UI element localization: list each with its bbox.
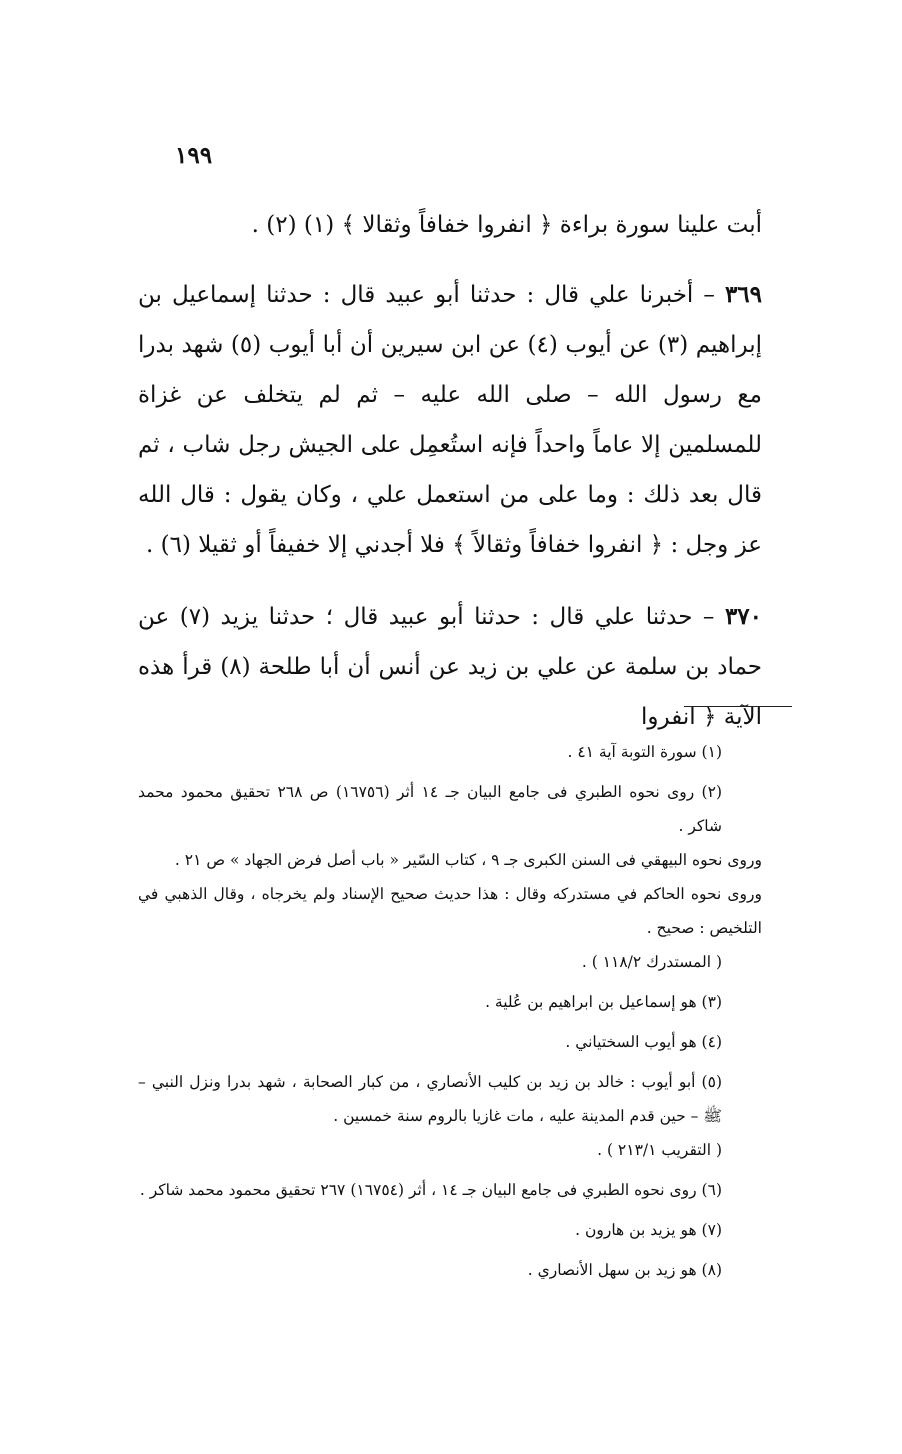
footnote-8: (٨) هو زيد بن سهل الأنصاري . <box>527 1261 722 1279</box>
hadith-number: ٣٦٩ <box>724 281 762 308</box>
footnote-5-reference: ( التقريب ٢١٣/١ ) . <box>597 1141 722 1159</box>
footnote-6: (٦) روى نحوه الطبري فى جامع البيان جـ ١٤ ، أثر (١٦٧٥٤) ٢٦٧ تحقيق محمود محمد شاكر . <box>139 1181 722 1199</box>
footnote-separator <box>684 706 792 707</box>
footnote-1: (١) سورة التوبة آية ٤١ . <box>567 743 722 761</box>
hadith-number: ٣٧٠ <box>724 603 762 630</box>
footnote-2: (٢) روى نحوه الطبري فى جامع البيان جـ ١٤ أثر (١٦٧٥٦) ص ٢٦٨ تحقيق محمود محمد شاكر . <box>138 783 723 835</box>
footnote-4: (٤) هو أيوب السختياني . <box>565 1033 722 1051</box>
opening-line: أبت علينا سورة براءة ﴿ انفروا خفافاً وثقالا ﴾ (١) (٢) . <box>251 212 762 238</box>
footnote-2-continuation: وروى نحوه الحاكم في مستدركه وقال : هذا حديث صحيح الإسناد ولم يخرجاه ، وقال الذهبي في التلخيص : صحيح . <box>138 885 762 937</box>
footnote-5: (٥) أبو أيوب : خالد بن زيد بن كليب الأنصاري ، من كبار الصحابة ، شهد بدرا ونزل النبي – ﷺ – حين قدم المدينة عليه ، مات غازيا بالروم سنة خمسين . <box>138 1073 722 1125</box>
main-text <box>138 200 762 764</box>
page-number: ١٩٩ <box>175 142 213 169</box>
footnote-2-reference: ( المستدرك ١١٨/٢ ) . <box>581 953 722 971</box>
footnotes <box>138 735 762 1293</box>
hadith-text: – حدثنا علي قال : حدثنا أبو عبيد قال ؛ حدثنا يزيد (٧) عن حماد بن سلمة عن علي بن زيد عن أنس أن أبا طلحة (٨) قرأ هذه الآية ﴿ انفروا <box>138 604 762 730</box>
hadith-paragraph <box>138 592 762 742</box>
footnote-3: (٣) هو إسماعيل بن ابراهيم بن عُلية . <box>485 993 722 1011</box>
footnote-7: (٧) هو يزيد بن هارون . <box>575 1221 722 1239</box>
hadith-paragraph <box>138 270 762 570</box>
footnote-2-continuation: وروى نحوه البيهقي فى السنن الكبرى جـ ٩ ، كتاب السّير « باب أصل فرض الجهاد » ص ٢١ . <box>174 851 762 869</box>
hadith-text: – أخبرنا علي قال : حدثنا أبو عبيد قال : حدثنا إسماعيل بن إبراهيم (٣) عن أيوب (٤) عن ابن سيرين أن أبا أيوب (٥) شهد بدرا مع رسول الله – صلى الله عليه – ثم لم يتخلف عن غزاة للمسلمين إلا عاماً واحداً فإنه استُعمِل على الجيش رجل شاب ، ثم قال بعد ذلك : وما على من استعمل علي ، وكان يقول : قال الله عز وجل : ﴿ انفروا خفافاً وثقالاً ﴾ فلا أجدني إلا خفيفاً أو ثقيلا (٦) . <box>138 282 762 558</box>
